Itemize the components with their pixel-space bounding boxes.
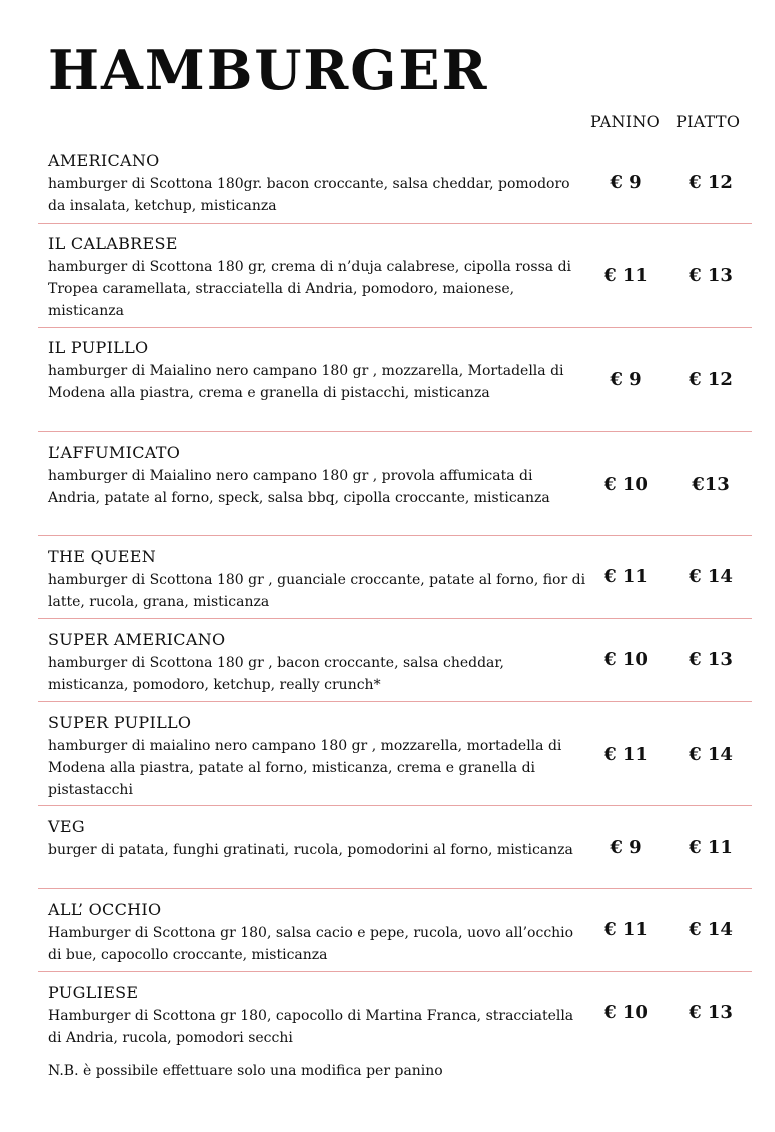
- item-description: hamburger di Scottona 180 gr, crema di n’duja calabrese, cipolla rossa di Tropea caramellata, stracciatella di Andria, pomodoro, maionese, misticanza: [48, 259, 572, 319]
- item-description: Hamburger di Scottona gr 180, salsa cacio e pepe, rucola, uovo all’occhio di bue, capocollo croccante, misticanza: [48, 925, 574, 963]
- price-piatto: € 14: [689, 566, 733, 587]
- item-name: IL PUPILLO: [48, 338, 149, 357]
- item-description: hamburger di Scottona 180gr. bacon croccante, salsa cheddar, pomodoro da insalata, ketchup, misticanza: [48, 176, 570, 214]
- item-name: AMERICANO: [48, 151, 160, 170]
- item-name: IL CALABRESE: [48, 234, 178, 253]
- item-description: burger di patata, funghi gratinati, rucola, pomodorini al forno, misticanza: [48, 842, 573, 858]
- item-name: VEG: [48, 817, 85, 836]
- row-separator: [38, 888, 752, 889]
- menu-item-americano: [0, 150, 775, 224]
- price-piatto: € 12: [689, 172, 733, 193]
- column-header-piatto: PIATTO: [676, 112, 741, 131]
- price-panino: € 11: [604, 744, 648, 765]
- item-description: hamburger di Scottona 180 gr , bacon croccante, salsa cheddar, misticanza, pomodoro, ketchup, really crunch*: [48, 655, 504, 693]
- price-piatto: €13: [692, 474, 730, 495]
- row-separator: [38, 431, 752, 432]
- item-name: SUPER PUPILLO: [48, 713, 192, 732]
- row-separator: [38, 223, 752, 224]
- menu-list: [0, 150, 775, 1046]
- row-separator: [38, 971, 752, 972]
- item-description: hamburger di Scottona 180 gr , guanciale croccante, patate al forno, fior di latte, rucola, grana, misticanza: [48, 572, 586, 610]
- price-panino: € 9: [610, 369, 642, 390]
- price-panino: € 9: [610, 172, 642, 193]
- row-separator: [38, 701, 752, 702]
- row-separator: [38, 618, 752, 619]
- row-separator: [38, 535, 752, 536]
- price-panino: € 11: [604, 265, 648, 286]
- row-separator: [38, 805, 752, 806]
- price-panino: € 10: [604, 474, 648, 495]
- price-panino: € 10: [604, 1002, 648, 1023]
- item-name: PUGLIESE: [48, 983, 139, 1002]
- price-piatto: € 13: [689, 265, 733, 286]
- item-name: L’AFFUMICATO: [48, 443, 181, 462]
- price-panino: € 11: [604, 919, 648, 940]
- row-separator: [38, 327, 752, 328]
- price-piatto: € 13: [689, 649, 733, 670]
- price-piatto: € 14: [689, 744, 733, 765]
- price-piatto: € 14: [689, 919, 733, 940]
- item-name: THE QUEEN: [48, 547, 157, 566]
- column-header-panino: PANINO: [590, 112, 661, 131]
- footnote: N.B. è possibile effettuare solo una modifica per panino: [48, 1063, 443, 1079]
- price-panino: € 10: [604, 649, 648, 670]
- price-panino: € 11: [604, 566, 648, 587]
- item-description: hamburger di Maialino nero campano 180 gr , provola affumicata di Andria, patate al forno, speck, salsa bbq, cipolla croccante, misticanza: [48, 468, 550, 506]
- item-name: SUPER AMERICANO: [48, 630, 226, 649]
- price-piatto: € 13: [689, 1002, 733, 1023]
- item-description: hamburger di Maialino nero campano 180 gr , mozzarella, Mortadella di Modena alla piastra, crema e granella di pistacchi, misticanza: [48, 363, 564, 401]
- price-piatto: € 12: [689, 369, 733, 390]
- item-name: ALL’ OCCHIO: [48, 900, 162, 919]
- item-description: hamburger di maialino nero campano 180 gr , mozzarella, mortadella di Modena alla piastra, patate al forno, misticanza, crema e granella di pistastacchi: [48, 738, 562, 798]
- price-panino: € 9: [610, 837, 642, 858]
- item-description: Hamburger di Scottona gr 180, capocollo di Martina Franca, stracciatella di Andria, rucola, pomodori secchi: [48, 1008, 574, 1046]
- price-piatto: € 11: [689, 837, 733, 858]
- page-title: HAMBURGER: [48, 38, 489, 102]
